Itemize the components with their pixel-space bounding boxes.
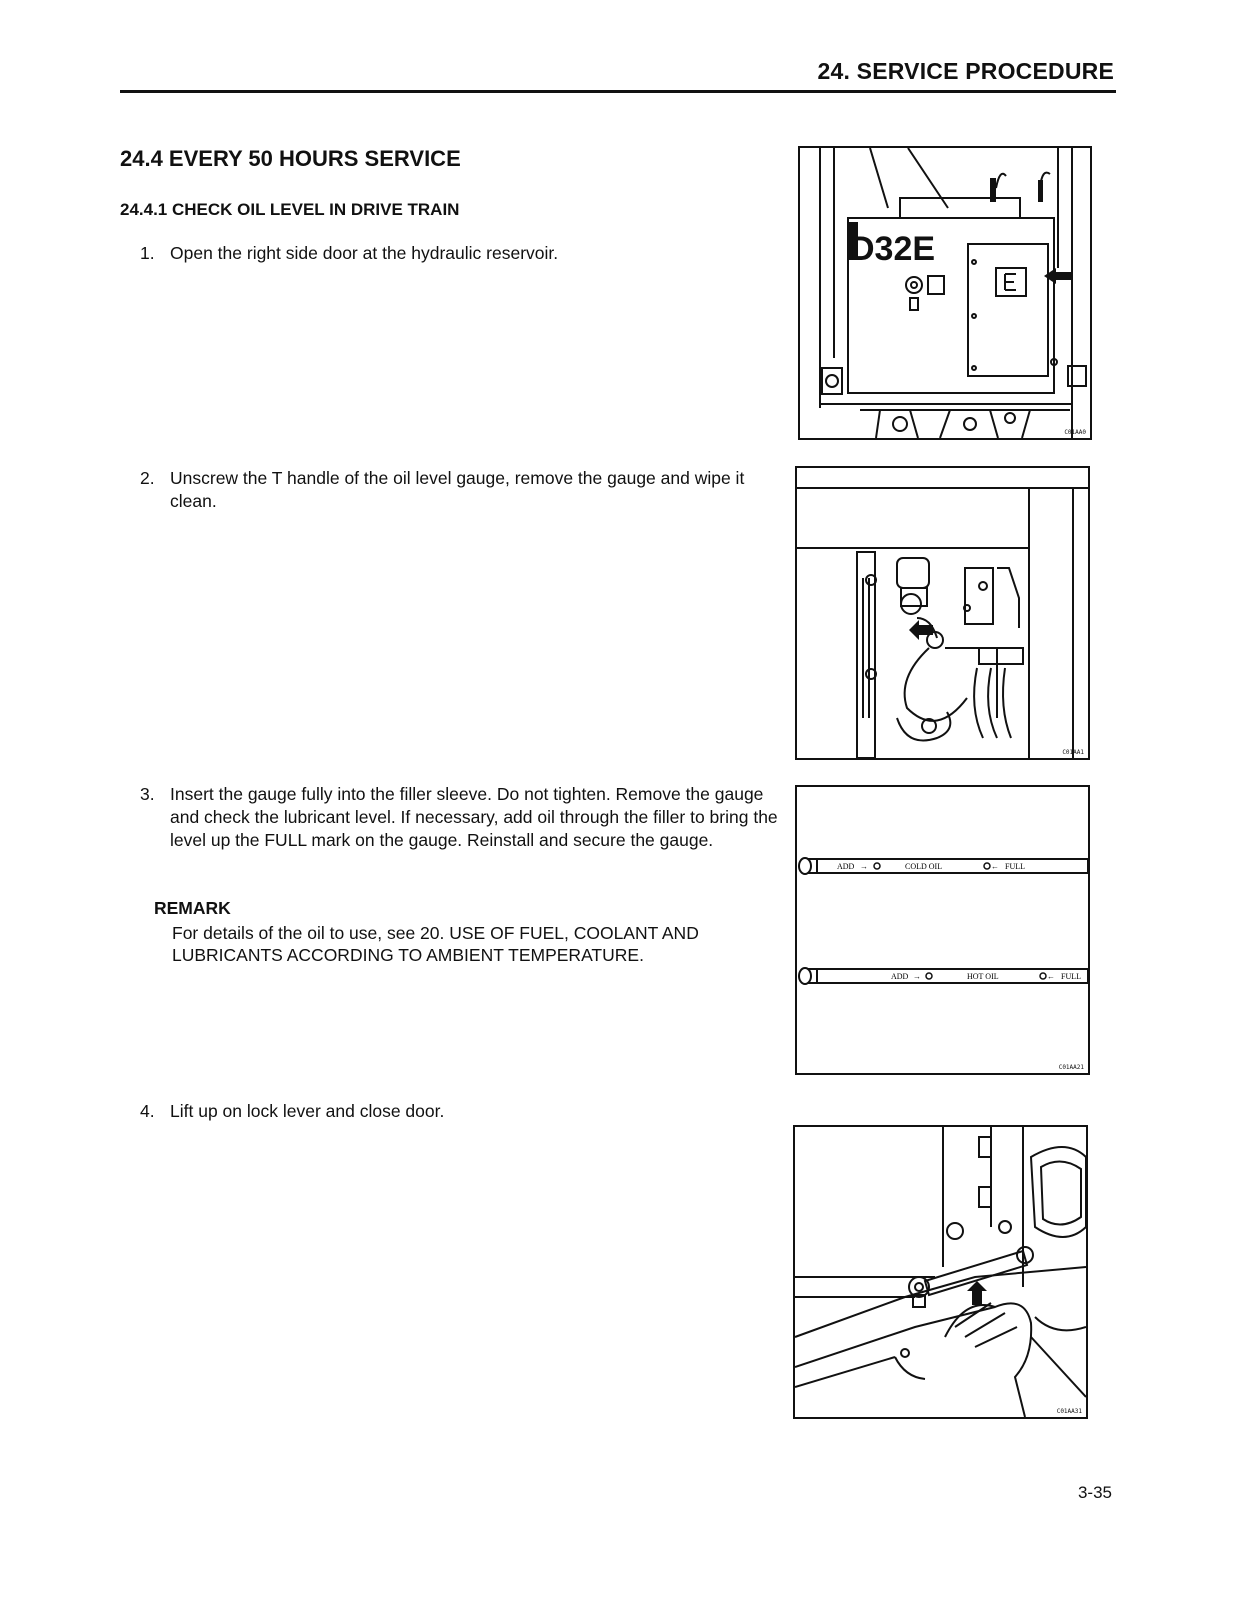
gauge-add-label: ADD <box>837 862 855 871</box>
gauge-full-label: FULL <box>1005 862 1025 871</box>
step-text: Lift up on lock lever and close door. <box>170 1101 445 1121</box>
gauge-mid-label: COLD OIL <box>905 862 943 871</box>
step-text: Insert the gauge fully into the filler sleeve. Do not tighten. Remove the gauge and check the lubricant level. If necessary, add oil through the filler to bring the level up the FULL mark on the gauge. Reinstall and secure the gauge. <box>170 784 778 850</box>
add-mark-icon <box>874 863 880 869</box>
arrow-right-icon: → <box>913 972 921 981</box>
figure-code: C01AA31 <box>1056 1408 1082 1415</box>
figure-code: C01AA21 <box>1058 1064 1084 1071</box>
header-rule <box>120 90 1116 93</box>
gauge-full-label: FULL <box>1061 972 1081 981</box>
figure-lock-lever <box>793 1125 1088 1419</box>
remark-heading: REMARK <box>154 898 231 918</box>
step-number: 1. <box>140 243 155 263</box>
step-number: 2. <box>140 468 155 488</box>
step-text: Open the right side door at the hydraulic reservoir. <box>170 243 559 263</box>
gauge-markings-illustration <box>797 787 1088 1073</box>
figure-code: C01AA1 <box>1062 749 1084 756</box>
lock-lever-illustration <box>795 1127 1086 1417</box>
figure-code: C01AA0 <box>1064 429 1086 436</box>
gauge-mid-label: HOT OIL <box>967 972 999 981</box>
step-2 <box>140 467 785 513</box>
figure-gauge-markings <box>795 785 1090 1075</box>
figure-gauge-handle <box>795 466 1090 760</box>
reservoir-door-illustration <box>800 148 1090 438</box>
page-number: 3-35 <box>1077 1483 1112 1502</box>
model-label: D32E <box>850 230 936 268</box>
gauge-add-label: ADD <box>891 972 909 981</box>
add-mark-icon <box>926 973 932 979</box>
arrow-right-icon: → <box>860 862 868 871</box>
cold-oil-gauge <box>799 858 1088 874</box>
remark-text: For details of the oil to use, see 20. USE OF FUEL, COOLANT AND LUBRICANTS ACCORDING TO AMBIENT TEMPERATURE. <box>172 923 699 965</box>
running-header: 24. SERVICE PROCEDURE <box>817 58 1114 84</box>
arrow-up-icon <box>967 1281 987 1305</box>
section-title: 24.4 EVERY 50 HOURS SERVICE <box>120 146 461 171</box>
full-mark-icon <box>1040 973 1046 979</box>
step-3 <box>140 783 785 852</box>
step-number: 3. <box>140 784 155 804</box>
arrow-left-icon: ← <box>991 862 999 871</box>
gauge-handle-illustration <box>797 468 1088 758</box>
step-1 <box>140 242 785 265</box>
full-mark-icon <box>984 863 990 869</box>
figure-reservoir-door <box>798 146 1092 440</box>
subsection-title: 24.4.1 CHECK OIL LEVEL IN DRIVE TRAIN <box>120 200 460 219</box>
step-text: Unscrew the T handle of the oil level gauge, remove the gauge and wipe it clean. <box>170 468 745 511</box>
step-number: 4. <box>140 1101 155 1121</box>
hot-oil-gauge <box>799 968 1088 984</box>
step-4 <box>140 1100 785 1123</box>
arrow-left-icon: ← <box>1047 972 1055 981</box>
